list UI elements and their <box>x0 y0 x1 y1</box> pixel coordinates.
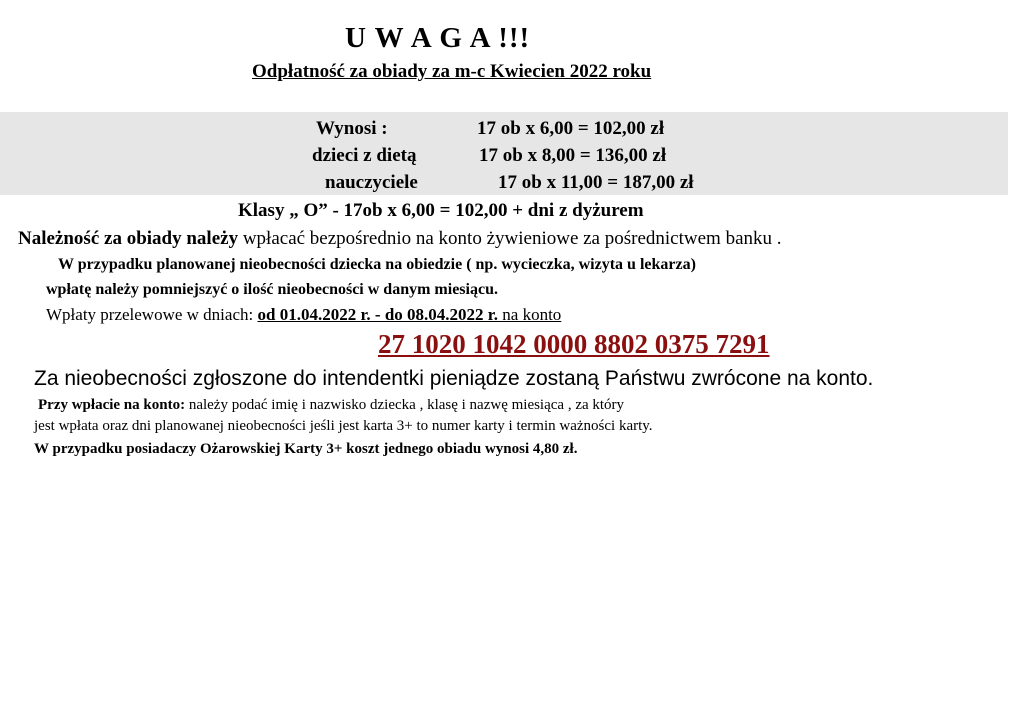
payment-instruction <box>18 229 782 248</box>
fee-value: 17 ob x 6,00 = 102,00 zł <box>477 118 665 139</box>
account-number: 27 1020 1042 0000 8802 0375 7291 <box>378 329 770 359</box>
refund-note: Za nieobecności zgłoszone do intendentki pieniądze zostaną Państwu zwrócone na konto. <box>34 367 874 390</box>
payment-info-label: Przy wpłacie na konto: <box>38 397 186 413</box>
fee-label: Wynosi : <box>316 118 388 139</box>
absence-note-1: W przypadku planowanej nieobecności dziecka na obiedzie ( np. wycieczka, wizyta u lekarza) <box>58 256 696 273</box>
fee-label: nauczyciele <box>325 172 418 193</box>
fee-label: dzieci z dietą <box>312 145 417 166</box>
transfer-prefix: Wpłaty przelewowe w dniach: <box>46 305 258 324</box>
payment-info-text-1: należy podać imię i nazwisko dziecka , klasę i nazwę miesiąca , za który <box>185 397 625 413</box>
transfer-dates: od 01.04.2022 r. - do 08.04.2022 r. <box>257 305 499 324</box>
payment-instruction-bold: Należność za obiady należy <box>18 228 239 249</box>
card-note: W przypadku posiadaczy Ożarowskiej Karty 3+ koszt jednego obiadu wynosi 4,80 zł. <box>34 441 578 457</box>
transfer-suffix: na konto <box>498 305 562 324</box>
transfer-dates-line <box>46 306 561 323</box>
absence-note-2: wpłatę należy pomniejszyć o ilość nieobecności w danym miesiącu. <box>46 281 498 298</box>
payment-info-line-2: jest wpłata oraz dni planowanej nieobecności jeśli jest karta 3+ to numer karty i termin ważności karty. <box>34 418 653 434</box>
fee-value: 17 ob x 8,00 = 136,00 zł <box>479 145 667 166</box>
page-subtitle: Odpłatność za obiady za m-c Kwiecien 2022 roku <box>252 61 652 82</box>
payment-instruction-rest: wpłacać bezpośrednio na konto żywieniowe za pośrednictwem banku . <box>238 228 782 249</box>
class-zero-fee: Klasy „ O” - 17ob x 6,00 = 102,00 + dni z dyżurem <box>238 200 644 221</box>
payment-info-line-1 <box>38 398 624 413</box>
page-title: U W A G A !!! <box>345 22 531 54</box>
fee-value: 17 ob x 11,00 = 187,00 zł <box>498 172 694 193</box>
